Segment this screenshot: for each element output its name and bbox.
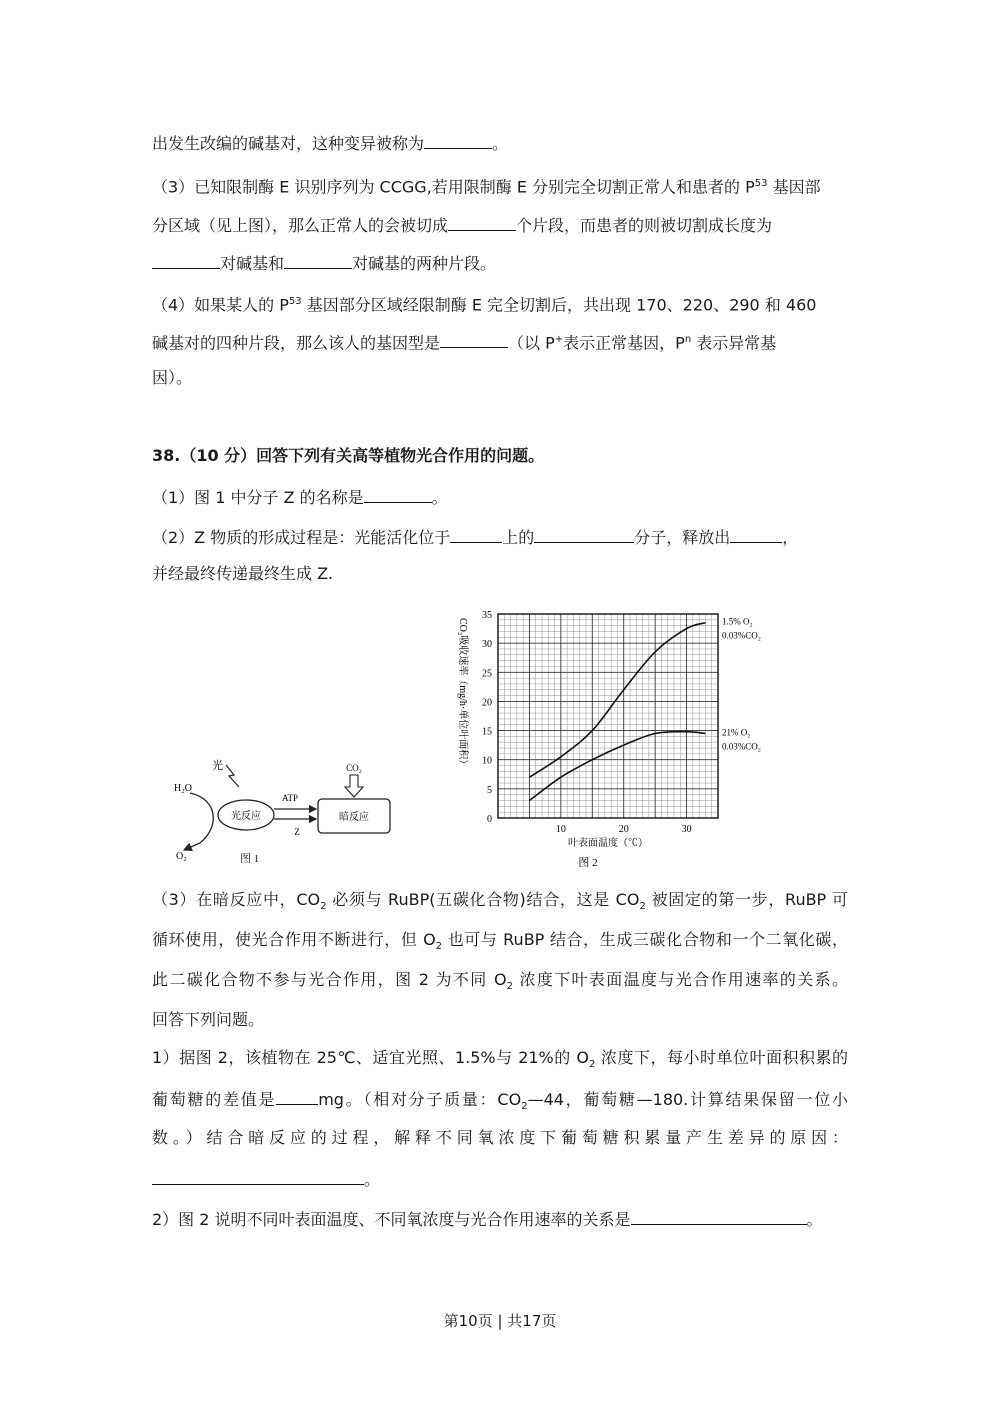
page-footer: 第10页 | 共17页 bbox=[443, 1312, 557, 1330]
y-axis-label: CO₂吸收速率（mg/h·单位叶面积） bbox=[457, 618, 468, 770]
text-line bbox=[152, 292, 816, 315]
y-tick-label: 5 bbox=[487, 784, 492, 796]
text: mg。（相对分子质量：CO bbox=[318, 1090, 522, 1109]
x-tick-label: 30 bbox=[681, 824, 692, 835]
text: 碱基对的四种片段，那么该人的基因型是 bbox=[152, 333, 441, 353]
subscript: 2 bbox=[639, 901, 646, 913]
water-to-oxygen-arrow bbox=[184, 793, 213, 850]
z-label: Z bbox=[294, 827, 300, 837]
answer-blank[interactable] bbox=[276, 1088, 318, 1105]
question-title: 38.（10 分）回答下列有关高等植物光合作用的问题。 bbox=[152, 446, 545, 465]
text: 并经最终传递最终生成 Z. bbox=[152, 564, 334, 583]
series-label-2: 21% O₂ bbox=[722, 727, 751, 738]
series-label-2-sub: 0.03%CO₂ bbox=[722, 741, 761, 752]
superscript: 53 bbox=[288, 296, 302, 307]
superscript: 53 bbox=[754, 178, 768, 189]
text: 上的 bbox=[502, 528, 535, 547]
answer-blank[interactable] bbox=[730, 526, 782, 543]
text: 必须与 RuBP(五碳化合物)结合，这是 CO bbox=[326, 890, 640, 909]
answer-blank[interactable] bbox=[364, 486, 432, 503]
answer-blank[interactable] bbox=[284, 252, 352, 269]
text: 对碱基和 bbox=[220, 254, 285, 273]
text-line bbox=[152, 1208, 823, 1230]
text: （3）在暗反应中，CO bbox=[152, 890, 321, 909]
text-line bbox=[152, 252, 496, 274]
text: —44，葡萄糖—180.计算结果保留一位小 bbox=[527, 1090, 848, 1109]
text: 也可与 RuBP 结合，生成三碳化合物和一个二氧化碳， bbox=[442, 930, 848, 949]
subscript: 2 bbox=[521, 1101, 528, 1113]
text: 。 bbox=[806, 1210, 823, 1229]
text-line bbox=[152, 486, 448, 508]
text: 1）据图 2，该植物在 25℃、适宜光照、1.5%与 21%的 O bbox=[152, 1048, 589, 1067]
text-line bbox=[152, 1088, 848, 1117]
text-line bbox=[152, 564, 333, 584]
answer-blank[interactable] bbox=[631, 1208, 807, 1225]
figure-1 bbox=[160, 755, 400, 870]
text: 此二碳化合物不参与光合作用，图 2 为不同 O bbox=[152, 970, 507, 989]
text-line bbox=[152, 930, 848, 957]
text: 被固定的第一步，RuBP 可 bbox=[645, 890, 848, 909]
text: （1）图 1 中分子 Z 的名称是 bbox=[152, 488, 364, 507]
text-line bbox=[152, 214, 772, 236]
lightning-icon bbox=[226, 765, 239, 787]
text: 出发生改编的碱基对，这种变异被称为 bbox=[152, 134, 425, 153]
chart-grid-minor bbox=[498, 614, 718, 818]
text: 因）。 bbox=[152, 368, 193, 387]
text: 数。）结合暗反应的过程，解释不同氧浓度下葡萄糖积累量产生差异的原因： bbox=[152, 1128, 848, 1147]
text-line bbox=[152, 174, 821, 197]
text: 分子，释放出 bbox=[634, 528, 731, 547]
text: 。 bbox=[431, 488, 448, 507]
answer-blank[interactable] bbox=[424, 132, 492, 149]
y-tick-labels bbox=[482, 610, 492, 825]
y-tick-label: 20 bbox=[482, 697, 492, 709]
text: 浓度下，每小时单位叶面积积累的 bbox=[595, 1048, 848, 1067]
series-label-1-sub: 0.03%CO₂ bbox=[722, 630, 761, 641]
text: ， bbox=[782, 528, 799, 547]
subscript: 2 bbox=[506, 981, 514, 993]
text: 基因部分区域经限制酶 E 完全切割后，共出现 170、220、290 和 460 bbox=[301, 295, 817, 315]
text-line bbox=[152, 1010, 264, 1030]
text: （以 P bbox=[508, 333, 555, 353]
text-line bbox=[152, 368, 192, 388]
x-tick-label: 20 bbox=[618, 824, 629, 835]
answer-blank[interactable] bbox=[440, 331, 508, 348]
chart-grid-major bbox=[498, 614, 718, 818]
x-tick-label: 10 bbox=[555, 824, 566, 835]
figure-2-caption: 图 2 bbox=[578, 857, 598, 869]
text-line bbox=[152, 1048, 848, 1075]
co2-label: CO₂ bbox=[346, 763, 362, 773]
text: 浓度下叶表面温度与光合作用速率的关系。 bbox=[513, 970, 848, 989]
h2o-label: H₂O bbox=[174, 783, 192, 794]
x-tick-labels bbox=[556, 824, 692, 835]
text-line bbox=[152, 526, 798, 548]
x-axis-label: 叶表面温度（℃） bbox=[568, 838, 648, 849]
y-tick-label: 10 bbox=[482, 755, 492, 767]
text: 葡萄糖的差值是 bbox=[152, 1090, 277, 1109]
text: 。 bbox=[492, 134, 509, 153]
subscript: 2 bbox=[588, 1059, 596, 1071]
atp-label: ATP bbox=[281, 793, 299, 803]
text: 回答下列问题。 bbox=[152, 1010, 265, 1029]
series-labels bbox=[722, 617, 761, 752]
text: 。 bbox=[364, 1170, 381, 1189]
text-line bbox=[152, 132, 508, 154]
plot-frame bbox=[498, 614, 718, 818]
y-tick-label: 35 bbox=[482, 610, 492, 621]
subscript: 2 bbox=[320, 901, 327, 913]
text: 对碱基的两种片段。 bbox=[352, 254, 497, 273]
text: （2）Z 物质的形成过程是：光能活化位于 bbox=[152, 528, 451, 547]
answer-blank[interactable] bbox=[152, 1168, 364, 1185]
figure-1-caption: 图 1 bbox=[240, 853, 260, 865]
text: （3）已知限制酶 E 识别序列为 CCGG,若用限制酶 E 分别完全切割正常人和患者的 P bbox=[152, 177, 755, 197]
text-line bbox=[152, 970, 848, 997]
co2-arrow bbox=[345, 775, 363, 797]
answer-blank[interactable] bbox=[152, 252, 220, 269]
text-line bbox=[152, 1128, 848, 1148]
text: 基因部 bbox=[767, 177, 821, 197]
text: 分区域（见上图），那么正常人的会被切成 bbox=[152, 216, 449, 235]
answer-blank[interactable] bbox=[534, 526, 634, 543]
y-tick-label: 15 bbox=[482, 726, 492, 738]
text: 个片段，而患者的则被切割成长度为 bbox=[516, 216, 773, 235]
light-label: 光 bbox=[212, 760, 223, 772]
text: 循环使用，使光合作用不断进行，但 O bbox=[152, 930, 436, 949]
text-line bbox=[152, 330, 776, 353]
figure-2-chart bbox=[440, 602, 820, 870]
text: （4）如果某人的 P bbox=[152, 295, 289, 315]
y-tick-label: 30 bbox=[482, 639, 492, 651]
text: 表示异常基 bbox=[691, 333, 777, 353]
y-tick-label: 0 bbox=[487, 814, 492, 825]
answer-blank[interactable] bbox=[448, 214, 516, 231]
light-reaction-label: 光反应 bbox=[231, 811, 261, 822]
text-line bbox=[152, 1168, 380, 1190]
text-line bbox=[152, 890, 848, 917]
superscript: n bbox=[684, 334, 692, 345]
series-label-1: 1.5% O₂ bbox=[722, 616, 753, 627]
answer-blank[interactable] bbox=[450, 526, 502, 543]
y-tick-label: 25 bbox=[482, 668, 492, 680]
dark-reaction-label: 暗反应 bbox=[339, 812, 369, 823]
subscript: 2 bbox=[435, 941, 443, 953]
o2-label: O₂ bbox=[176, 851, 187, 862]
text: 2）图 2 说明不同叶表面温度、不同氧浓度与光合作用速率的关系是 bbox=[152, 1210, 631, 1229]
text: 表示正常基因，P bbox=[563, 333, 685, 353]
superscript: + bbox=[554, 334, 564, 345]
